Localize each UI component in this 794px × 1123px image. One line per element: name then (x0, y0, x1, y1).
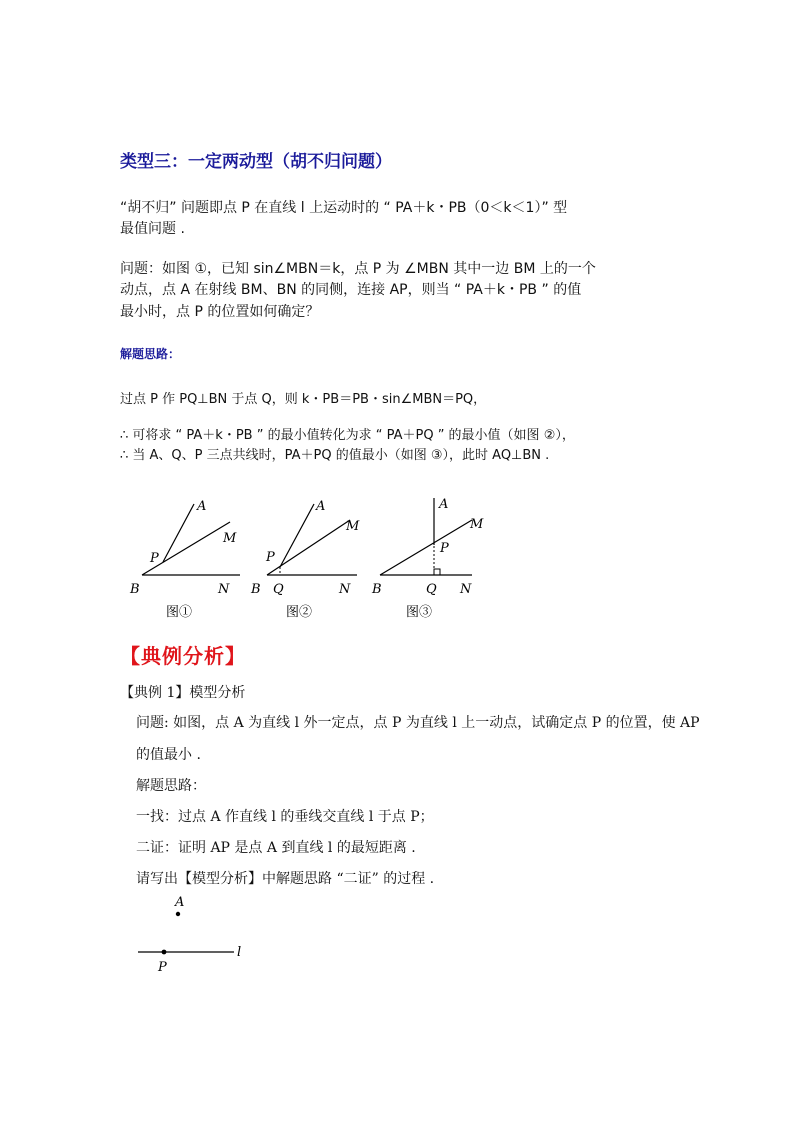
label-P-2: P (266, 550, 275, 565)
label-Q-3: Q (426, 582, 437, 597)
label-N-2: N (339, 582, 351, 597)
point-line-figure (130, 892, 260, 977)
label-A-2: A (316, 499, 326, 514)
solution-line-1: 过点 P 作 PQ⊥BN 于点 Q，则 k・PB＝PB・sin∠MBN＝PQ， (120, 392, 487, 407)
example-ask: 请写出【模型分析】中解题思路 “二证” 的过程 . (136, 871, 435, 887)
label-P-1: P (150, 551, 159, 566)
solution-heading: 解题思路： (120, 347, 181, 361)
label-N-3: N (460, 582, 472, 597)
label-M-2: M (346, 519, 360, 534)
example-step-2: 二证：证明 AP 是点 A 到直线 l 的最短距离 . (136, 840, 416, 856)
label-B-3: B (372, 582, 382, 597)
solution-line-3: ∴ 当 A、Q、P 三点共线时，PA＋PQ 的值最小（如图 ③），此时 AQ⊥BN . (120, 448, 550, 463)
intro-line-1: “胡不归” 问题即点 P 在直线 l 上运动时的 “ PA＋k・PB（0＜k＜1）” 型 (120, 200, 568, 216)
example-thinking: 解题思路： (136, 778, 206, 794)
intro-line-2: 最值问题 . (120, 221, 185, 237)
label-P-bottom: P (158, 960, 167, 975)
label-Q-2: Q (273, 582, 284, 597)
label-M-3: M (470, 517, 484, 532)
label-M-1: M (223, 531, 237, 546)
example-heading: 【典例 1】模型分析 (120, 685, 246, 701)
example-banner: 【典例分析】 (120, 644, 246, 668)
caption-2: 图② (286, 605, 313, 620)
problem-line-1: 问题：如图 ①，已知 sin∠MBN＝k，点 P 为 ∠MBN 其中一边 BM 上的一个 (120, 261, 596, 277)
label-P-3: P (440, 541, 449, 556)
label-B-1: B (130, 582, 140, 597)
problem-line-3: 最小时，点 P 的位置如何确定？ (120, 304, 320, 320)
example-step-1: 一找：过点 A 作直线 l 的垂线交直线 l 于点 P； (136, 809, 434, 825)
problem-line-2: 动点，点 A 在射线 BM、BN 的同侧，连接 AP，则当 “ PA＋k・PB ” 的值 (120, 282, 582, 298)
label-B-2: B (251, 582, 261, 597)
label-A-bottom: A (175, 895, 185, 910)
label-A-1: A (197, 499, 207, 514)
label-A-3: A (439, 497, 449, 512)
figure-3 (371, 497, 484, 620)
label-N-1: N (218, 582, 230, 597)
solution-line-2: ∴ 可将求 “ PA＋k・PB ” 的最小值转化为求 “ PA＋PQ ” 的最小值（如图 ②）， (120, 428, 575, 443)
section-title: 类型三：一定两动型（胡不归问题） (120, 152, 392, 172)
figure-1 (129, 499, 240, 620)
geometry-figures (120, 490, 500, 630)
example-question-line-2: 的值最小 . (136, 747, 201, 763)
figure-2 (250, 499, 360, 620)
label-l-bottom: l (237, 945, 242, 960)
example-question-line-1: 问题: 如图，点 A 为直线 l 外一定点，点 P 为直线 l 上一动点，试确定点 P 的位置，使 AP (136, 715, 700, 731)
caption-1: 图① (166, 605, 193, 620)
caption-3: 图③ (406, 605, 433, 620)
